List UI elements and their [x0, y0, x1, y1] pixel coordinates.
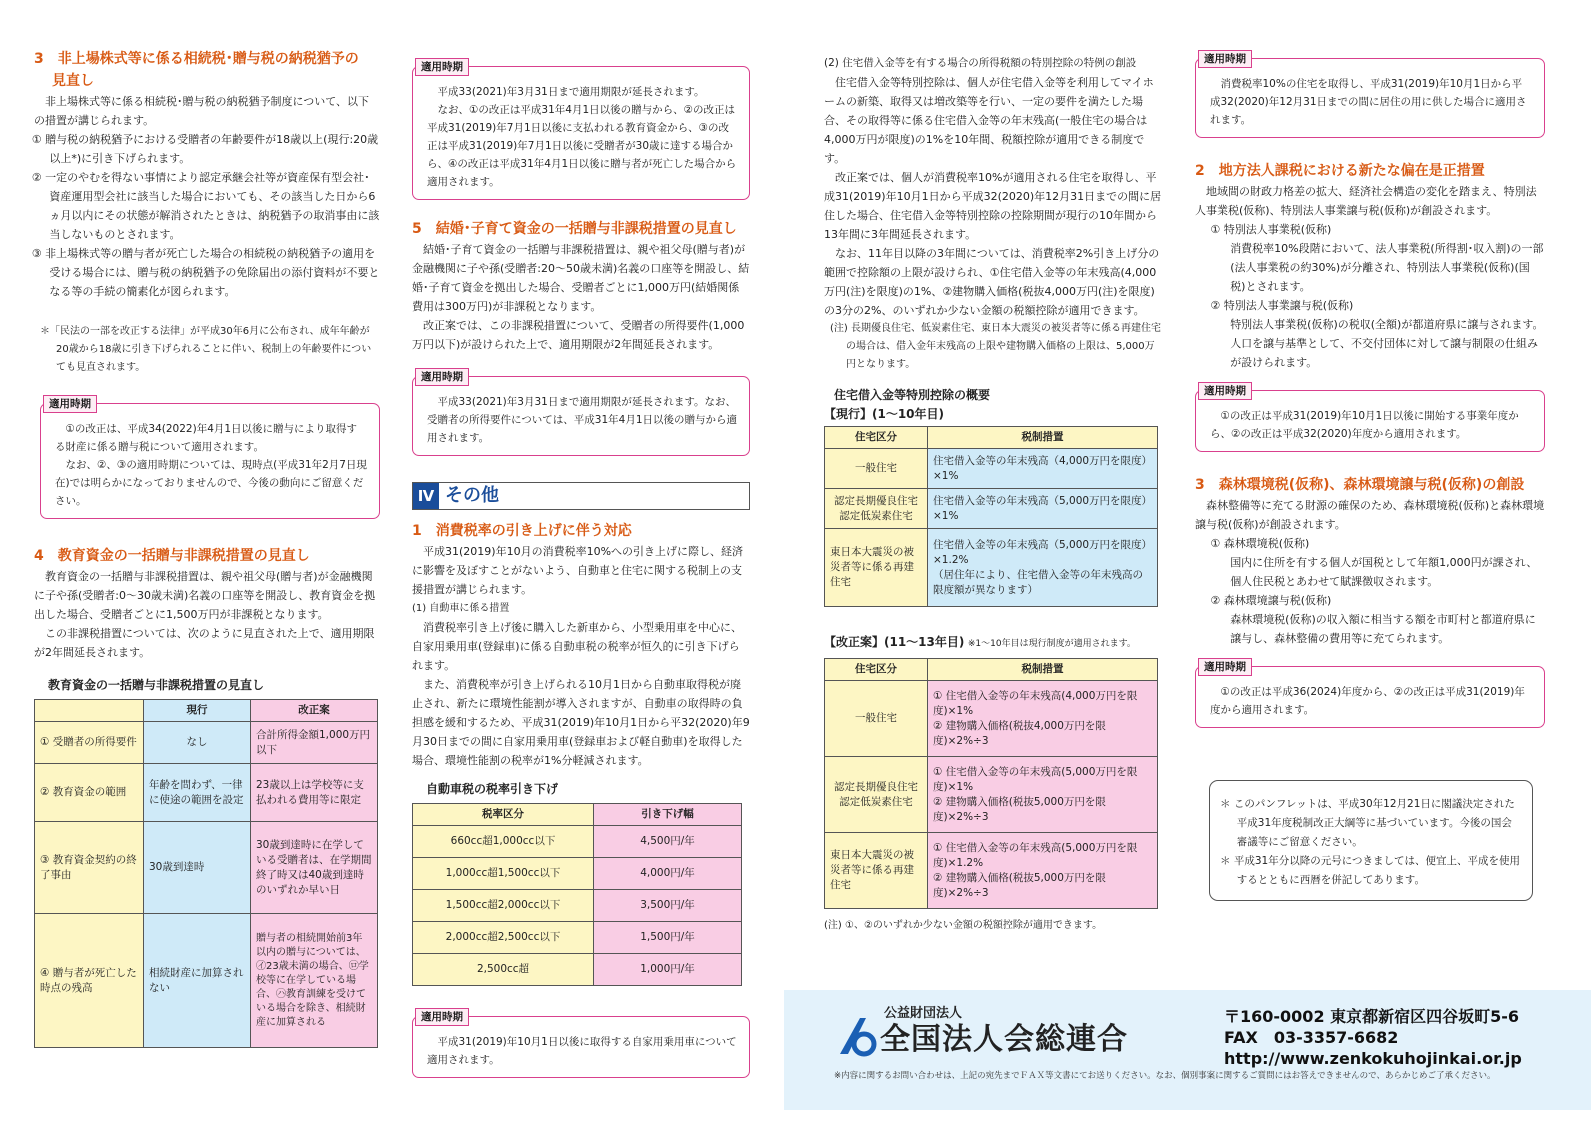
- table-cell: ④ 贈与者が死亡した時点の残高: [35, 914, 144, 1048]
- section-3-forest-text: 森林整備等に充てる財源の確保のため、森林環境税(仮称)と森林環境譲与税(仮称)が創設されます。: [1195, 499, 1545, 531]
- column-2: [412, 48, 750, 1078]
- table-row: [35, 722, 378, 764]
- organization-name: 全国法人会総連合: [880, 1022, 1128, 1057]
- application-period-tag: 適用時期: [1198, 658, 1252, 676]
- section-2-item: ① 特別法人事業税(仮称): [1210, 223, 1332, 236]
- box-text: なお、②、③の適用時期については、現時点(平成31年2月7日現在)では明らかになっておりませんので、今後の動向にご留意ください。: [55, 459, 367, 507]
- pamphlet-note: ＊ このパンフレットは、平成30年12月21日に閣議決定された平成31年度税制改正大綱等に基づいています。今後の国会審議等にご留意ください。: [1220, 798, 1515, 848]
- application-period-tag: 適用時期: [415, 58, 469, 76]
- box-text: 平成33(2021)年3月31日まで適用期限が延長されます。: [437, 86, 705, 98]
- application-period-box-7: [1195, 661, 1545, 728]
- table-header: 住宅区分: [825, 427, 928, 449]
- table-cell: 4,500円/年: [594, 826, 742, 858]
- application-period-tag: 適用時期: [415, 368, 469, 386]
- table-2-title: 自動車税の税率引き下げ: [426, 782, 559, 796]
- section-1-title: 1 消費税率の引き上げに伴う対応: [412, 523, 632, 539]
- table-cell: 相続財産に加算されない: [144, 914, 251, 1048]
- section-2-item: ② 特別法人事業譲与税(仮称): [1210, 299, 1354, 312]
- table-header: 引き下げ幅: [594, 804, 742, 826]
- section-4-text: 教育資金の一括贈与非課税措置は、親や祖父母(贈与者)が金融機関に子や孫(受贈者:0～30歳未満)名義の口座等を開設し、教育資金を拠出した場合、受贈者ごとに1,500万円が非課税となります。: [34, 570, 376, 621]
- table-cell: ① 住宅借入金等の年末残高(5,000万円を限度)×1.2% ② 建物購入価格(税抜5,000万円を限度)×2%÷3: [928, 833, 1158, 909]
- section-1-text: 平成31(2019)年10月の消費税率10%への引き上げに際し、経済に影響を及ぼすことがないよう、自動車と住宅に関する税制上の支援措置が講じられます。: [412, 545, 744, 596]
- organization-logo-icon: [836, 1014, 878, 1058]
- section-3-item: ② 一定のやむを得ない事情により認定承継会社等が資産保有型会社･資産運用型会社に該当した場合においても、その該当した日から6ヵ月以内にその状態が解消されたときは、納税猶予の取消事由に該当しないものとされます。: [31, 171, 380, 241]
- section-5-text: 結婚･子育て資金の一括贈与非課税措置は、親や祖父母(贈与者)が金融機関に子や孫(受贈者:20～50歳未満)名義の口座等を開設し、結婚･子育て資金を拠出した場合、受贈者ごとに1,000万円(結婚関係費用は300万円)が非課税となります。: [412, 243, 750, 313]
- table-cell: 認定長期優良住宅 認定低炭素住宅: [825, 757, 928, 833]
- application-period-box-2: [412, 61, 750, 200]
- footer: [784, 990, 1591, 1110]
- housing-current-table: [824, 426, 1158, 607]
- table-row: [413, 858, 742, 890]
- footer-note: ※内容に関するお問い合わせは、上記の宛先までＦＡＸ等文書にてお送りください。なお、個別事案に関するご質問にはお答えできませんので、あらかじめご了承ください。: [834, 1071, 1496, 1081]
- table-cell: なし: [144, 722, 251, 764]
- pamphlet-notes-box: [1209, 780, 1533, 901]
- section-3-forest-item-text: 国内に住所を有する個人が国税として年額1,000円が課され、個人住民税とあわせて賦課徴収されます。: [1230, 556, 1538, 588]
- section-4-text: この非課税措置については、次のように見直された上で、適用期限が2年間延長されます。: [34, 627, 375, 659]
- section-iv-header: [412, 482, 750, 510]
- section-2-title: 2 地方法人課税における新たな偏在是正措置: [1195, 163, 1485, 179]
- section-2-item-text: 特別法人事業税(仮称)の税収(全額)が都道府県に譲与されます。人口を譲与基準として、不交付団体に対して譲与制限の仕組みが設けられます。: [1230, 318, 1544, 369]
- table-cell: 一般住宅: [825, 449, 928, 489]
- table-cell: 2,000cc超2,500cc以下: [413, 922, 594, 954]
- table-header: 住宅区分: [825, 659, 928, 681]
- table-1-title: 教育資金の一括贈与非課税措置の見直し: [48, 678, 265, 692]
- pamphlet-note: ＊ 平成31年分以降の元号につきましては、便宜上、平成を使用するとともに西暦を併記してあります。: [1220, 855, 1520, 886]
- table-cell: 東日本大震災の被災者等に係る再建住宅: [825, 833, 928, 909]
- box-text: 平成33(2021)年3月31日まで適用期限が延長されます。なお、受贈者の所得要件については、平成31年4月1日以後の贈与から適用されます。: [427, 396, 738, 444]
- application-period-box-3: [412, 371, 750, 456]
- housing-note-2: (注) ①、②のいずれか少ない金額の税額控除が適用できます。: [824, 920, 1103, 931]
- column-4: [1195, 48, 1545, 901]
- table-4-subnote: ※1～10年目は現行制度が適用されます。: [967, 639, 1136, 649]
- table-cell: ① 住宅借入金等の年末残高(4,000万円を限度)×1% ② 建物購入価格(税抜4,000万円を限度)×2%÷3: [928, 681, 1158, 757]
- section-1-subtitle: (1) 自動車に係る措置: [412, 603, 510, 614]
- table-cell: 贈与者の相続開始前3年以内の贈与については、㋑23歳未満の場合、㋺学校等に在学している場合、㋩教育訓練を受けている場合を除き、相続財産に加算される: [251, 914, 378, 1048]
- housing-revision-table: [824, 658, 1158, 909]
- section-3-forest-item-text: 森林環境税(仮称)の収入額に相当する額を市町村と都道府県に譲与し、森林整備の費用等に充てられます。: [1230, 613, 1536, 645]
- table-cell: ① 住宅借入金等の年末残高(5,000万円を限度)×1% ② 建物購入価格(税抜5,000万円を限度)×2%÷3: [928, 757, 1158, 833]
- table-cell: 23歳以上は学校等に支払われる費用等に限定: [251, 764, 378, 822]
- table-row: [413, 890, 742, 922]
- table-cell: 合計所得金額1,000万円以下: [251, 722, 378, 764]
- table-cell: 住宅借入金等の年末残高（5,000万円を限度）×1.2% （居住年により、住宅借入金等の年末残高の限度額が異なります）: [928, 529, 1158, 607]
- section-5-title: 5 結婚･子育て資金の一括贈与非課税措置の見直し: [412, 221, 737, 237]
- website-link[interactable]: http://www.zenkokuhojinkai.or.jp: [1224, 1049, 1522, 1068]
- section-3-forest-item: ① 森林環境税(仮称): [1210, 537, 1310, 550]
- organization-type: 公益財団法人: [884, 1006, 963, 1021]
- section-subtitle: (2) 住宅借入金等を有する場合の所得税額の特別控除の特例の創設: [824, 57, 1137, 69]
- section-1-text: また、消費税率が引き上げられる10月1日から自動車取得税が廃止され、新たに環境性能割が導入されますが、自動車の取得時の負担感を緩和するため、平成31(2019)年10月1日から平32(2020)年9月30日までの間に自家用乗用車(登録車および軽自動車)を取得した場合、環境性能割の税率が1%分軽減されます。: [412, 678, 750, 767]
- table-cell: 東日本大震災の被災者等に係る再建住宅: [825, 529, 928, 607]
- box-text: なお、①の改正は平成31年4月1日以後の贈与から、②の改正は平成31(2019)年7月1日以後に支払われる教育資金から、③の改正は平成31(2019)年7月1日以後に受贈者が30歳に達する場合から、④の改正は平成31年4月1日以後に贈与者が死亡した場合から適用されます。: [427, 104, 737, 188]
- table-header: 改正案: [251, 700, 378, 722]
- housing-text: 住宅借入金等特別控除は、個人が住宅借入金等を利用してマイホームの新築、取得又は増改築等を行い、一定の要件を満たした場合、その取得等に係る住宅借入金等の年末残高(一般住宅の場合は4,000万円が限度)の1%を10年間、税額控除が適用できる制度です。: [824, 76, 1154, 165]
- table-3-subtitle: 【現行】(1～10年目): [824, 407, 945, 421]
- section-2-item-text: 消費税率10%段階において、法人事業税(所得割･収入割)の一部(法人事業税の約30%)が分離され、特別法人事業税(仮称)(国税)とされます。: [1230, 242, 1544, 293]
- section-1-text: 消費税率引き上げ後に購入した新車から、小型乗用車を中心に、自家用乗用車(登録車)に係る自動車税の税率が恒久的に引き下げられます。: [412, 621, 742, 672]
- education-fund-table: [34, 699, 378, 1048]
- section-3-title-a: 3 非上場株式等に係る相続税･贈与税の納税猶予の: [34, 51, 359, 67]
- table-cell: 660cc超1,000cc以下: [413, 826, 594, 858]
- box-text: ①の改正は平成36(2024)年度から、②の改正は平成31(2019)年度から適用されます。: [1210, 686, 1525, 716]
- table-cell: 一般住宅: [825, 681, 928, 757]
- housing-text: 改正案では、個人が消費税率10%が適用される住宅を取得し、平成31(2019)年10月1日から平成32(2020)年12月31日までの間に居住した場合、住宅借入金等特別控除の控除期間が現行の10年間から13年間に3年間延長されます。: [824, 171, 1162, 241]
- table-cell: ③ 教育資金契約の終了事由: [35, 822, 144, 914]
- table-cell: 1,000円/年: [594, 954, 742, 986]
- table-header: 税制措置: [928, 659, 1158, 681]
- section-iv-title: その他: [445, 485, 499, 506]
- section-3-forest-item: ② 森林環境譲与税(仮称): [1210, 594, 1332, 607]
- table-row: [825, 833, 1158, 909]
- section-3-item: ① 贈与税の納税猶予における受贈者の年齢要件が18歳以上(現行:20歳以上*)に引き下げられます。: [31, 133, 379, 165]
- application-period-tag: 適用時期: [1198, 382, 1252, 400]
- section-2-text: 地域間の財政力格差の拡大、経済社会構造の変化を踏まえ、特別法人事業税(仮称)、特別法人事業譲与税(仮称)が創設されます。: [1195, 185, 1537, 217]
- table-4-subtitle: 【改正案】(11～13年目): [824, 635, 965, 649]
- table-cell: 認定長期優良住宅 認定低炭素住宅: [825, 489, 928, 529]
- section-4-title: 4 教育資金の一括贈与非課税措置の見直し: [34, 548, 310, 564]
- section-3-forest-title: 3 森林環境税(仮称)、森林環境譲与税(仮称)の創設: [1195, 477, 1525, 493]
- table-cell: 2,500cc超: [413, 954, 594, 986]
- application-period-box-6: [1195, 385, 1545, 452]
- section-3-intro: 非上場株式等に係る相続税･贈与税の納税猶予制度について、以下の措置が講じられます。: [34, 95, 370, 127]
- table-cell: 1,500cc超2,000cc以下: [413, 890, 594, 922]
- table-header: 現行: [144, 700, 251, 722]
- section-3-title-b: 見直し: [52, 73, 94, 89]
- table-3-title: 住宅借入金等特別控除の概要: [834, 388, 991, 402]
- contact-block: [1224, 1006, 1522, 1069]
- application-period-tag: 適用時期: [43, 395, 97, 413]
- table-cell: ② 教育資金の範囲: [35, 764, 144, 822]
- fax-number: FAX 03-3357-6682: [1224, 1028, 1399, 1047]
- table-row: [825, 681, 1158, 757]
- section-5-text: 改正案では、この非課税措置について、受贈者の所得要件(1,000万円以下)が設けられた上で、適用期限が2年間延長されます。: [412, 319, 745, 351]
- application-period-box-1: [40, 398, 380, 519]
- application-period-box-5: [1195, 53, 1545, 138]
- table-cell: 1,500円/年: [594, 922, 742, 954]
- housing-text: なお、11年目以降の3年間については、消費税率2%引き上げ分の範囲で控除額の上限が設けられ、①住宅借入金等の年末残高(4,000万円(注)を限度)の1%、②建物購入価格(税抜4,000万円(注)を限度)の3分の2%、のいずれか少ない金額の税額控除が適用できます。: [824, 247, 1160, 317]
- table-cell: 住宅借入金等の年末残高（5,000万円を限度）×1%: [928, 489, 1158, 529]
- box-text: ①の改正は、平成34(2022)年4月1日以後に贈与により取得する財産に係る贈与税について適用されます。: [55, 423, 358, 453]
- car-tax-table: [412, 803, 742, 986]
- application-period-box-4: [412, 1011, 750, 1078]
- table-header: 税制措置: [928, 427, 1158, 449]
- table-cell: 年齢を問わず、一律に使途の範囲を設定: [144, 764, 251, 822]
- table-cell: 1,000cc超1,500cc以下: [413, 858, 594, 890]
- postal-address: 〒160-0002 東京都新宿区四谷坂町5-6: [1224, 1007, 1520, 1026]
- section-3-item: ③ 非上場株式等の贈与者が死亡した場合の相続税の納税猶予の適用を受ける場合には、贈与税の納税猶予の免除届出の添付資料が不要となる等の手続の簡素化が図られます。: [31, 247, 380, 298]
- section-3-note: ＊「民法の一部を改正する法律」が平成30年6月に公布され、成年年齢が20歳から18歳に引き下げられることに伴い、税制上の年齢要件についても見直されます。: [40, 326, 372, 373]
- application-period-tag: 適用時期: [415, 1008, 469, 1026]
- table-4-heading: [824, 633, 1164, 654]
- column-3: [824, 54, 1164, 935]
- table-row: [825, 529, 1158, 607]
- box-text: 平成31(2019)年10月1日以後に取得する自家用乗用車について適用されます。: [427, 1036, 737, 1066]
- column-1: [31, 48, 380, 1048]
- table-row: [825, 449, 1158, 489]
- table-cell: 30歳到達時: [144, 822, 251, 914]
- table-row: [413, 954, 742, 986]
- table-cell: 30歳到達時に在学している受贈者は、在学期間終了時又は40歳到達時のいずれか早い日: [251, 822, 378, 914]
- table-cell: ① 受贈者の所得要件: [35, 722, 144, 764]
- table-row: [35, 822, 378, 914]
- logo-shape: [854, 1034, 874, 1054]
- table-header: 税率区分: [413, 804, 594, 826]
- table-row: [413, 922, 742, 954]
- table-cell: 4,000円/年: [594, 858, 742, 890]
- housing-note: (注) 長期優良住宅、低炭素住宅、東日本大震災の被災者等に係る再建住宅の場合は、借入金年末残高の上限や建物購入価格の上限は、5,000万円となります。: [830, 323, 1161, 370]
- box-text: 消費税率10%の住宅を取得し、平成31(2019)年10月1日から平成32(2020)年12月31日までの間に居住の用に供した場合に適用されます。: [1210, 78, 1527, 126]
- table-row: [35, 914, 378, 1048]
- table-row: [825, 757, 1158, 833]
- table-row: [825, 489, 1158, 529]
- section-iv-number: Ⅳ: [413, 483, 439, 509]
- table-cell: 住宅借入金等の年末残高（4,000万円を限度）×1%: [928, 449, 1158, 489]
- application-period-tag: 適用時期: [1198, 50, 1252, 68]
- table-row: [413, 826, 742, 858]
- box-text: ①の改正は平成31(2019)年10月1日以後に開始する事業年度から、②の改正は平成32(2020)年度から適用されます。: [1210, 410, 1519, 440]
- table-cell: 3,500円/年: [594, 890, 742, 922]
- table-header: [35, 700, 144, 722]
- table-row: [35, 764, 378, 822]
